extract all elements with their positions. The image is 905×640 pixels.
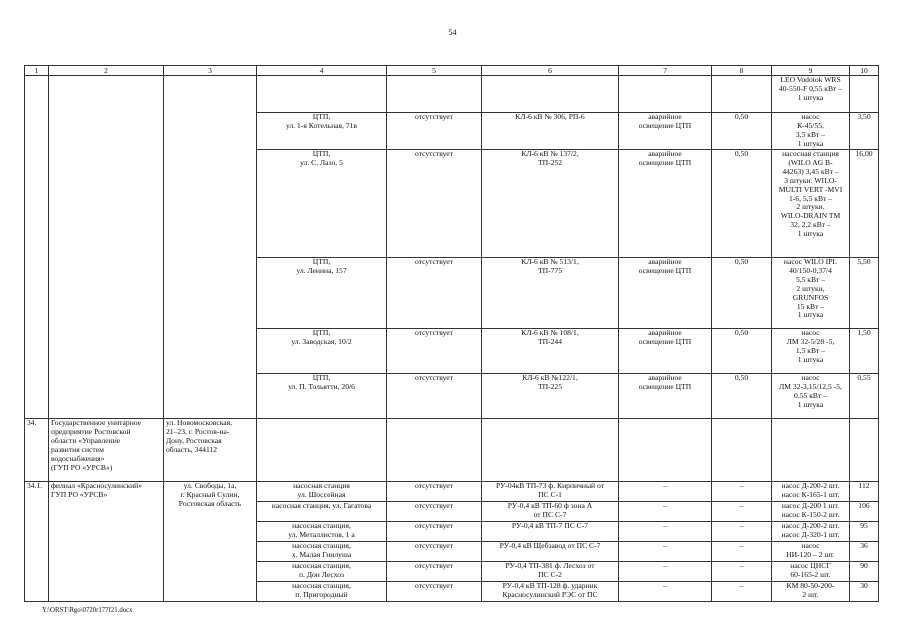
power-cell: – [712,542,772,562]
use-cell-line: освещение ЦТП [638,157,692,167]
total-cell: 112 [850,482,879,502]
line-cell-line: РУ-0,4 кВ ТП-60 ф зона А [507,501,593,510]
object-cell [257,113,387,150]
equipment-cell-line: 5,5 кВт – [795,274,826,284]
line-cell-line: ПС С-1 [538,489,562,499]
org-name-cell-line: предприятие Ростовской [51,426,131,436]
use-cell-line: освещение ЦТП [638,265,692,275]
total-cell: 95 [850,522,879,542]
use-cell: – [619,582,712,602]
equipment-cell-line: 3,5 кВт – [795,129,826,139]
object-cell [257,502,387,522]
line-cell [482,150,619,258]
equipment-cell-line: ЛМ 32-5/28 -5, [786,336,835,346]
equipment-cell-line: 1-6, 5,5 кВт – [788,193,833,203]
equipment-cell-line: 15 кВт – [796,301,825,311]
equipment-cell [772,150,850,258]
line-cell-line: КЛ-6 кВ № 513/1, [521,257,579,266]
mode-cell: отсутствует [387,522,482,542]
power-cell: – [712,522,772,542]
power-cell: – [712,482,772,502]
total-cell: 36 [850,542,879,562]
equipment-cell-line: 60-165-2 шт. [790,569,831,579]
line-cell-line: РУ-0,4 кВ Щебзавод от ПС С-7 [499,541,601,550]
power-cell: 0,50 [712,374,772,419]
equipment-cell [772,76,850,113]
power-cell: – [712,502,772,522]
power-cell: 0,50 [712,113,772,150]
line-cell-line: ПС С-2 [538,569,562,579]
column-header-9: 9 [772,66,850,76]
equipment-cell-line: НИ-120 – 2 шт. [786,549,835,559]
use-cell: – [619,502,712,522]
object-cell-line: насосная станция, [292,581,351,590]
equipment-cell [772,582,850,602]
column-header-6: 6 [482,66,619,76]
total-cell: 1,50 [850,329,879,374]
equipment-cell-line: 40/150-0,37/4 [789,265,832,275]
equipment-cell-line: GRUNFOS [792,292,829,302]
org-address-cell-line: 21–23, г. Ростов-на- [166,426,230,436]
equipment-cell-line: 44263) 3,45 кВт – [782,166,839,176]
object-cell [257,258,387,329]
line-cell [482,329,619,374]
org-row [25,419,879,482]
equipment-cell-line: 2 штуки, [796,283,825,293]
object-cell-line: ЦТП, [312,112,331,121]
object-cell-line: ЦТП, [312,373,331,382]
object-cell [257,329,387,374]
use-cell-line: аварийное [648,373,682,382]
line-cell-line: КЛ-6 кВ №122/1, [522,373,578,382]
use-cell [619,374,712,419]
org-number-cell: 34. [25,419,49,482]
num-cell [25,76,49,419]
power-cell: 0,50 [712,329,772,374]
object-cell [257,582,387,602]
mode-cell: отсутствует [387,329,482,374]
org-name-cell-line: водоснабжения» [51,453,105,463]
line-cell-line: ТП-225 [537,381,563,391]
column-header-3: 3 [164,66,257,76]
use-cell-line: освещение ЦТП [638,336,692,346]
object-cell [257,542,387,562]
total-cell: 90 [850,562,879,582]
power-cell: 0,50 [712,150,772,258]
equipment-cell-line: 0,55 кВт – [794,390,827,400]
empty-cell [850,419,879,482]
total-cell: 30 [850,582,879,602]
line-cell [482,76,619,113]
object-cell-line: насосная станция, [292,541,351,550]
equipment-cell-line: насос Д-320-1 шт. [781,529,840,539]
branch-address-cell [164,482,257,602]
column-header-10: 10 [850,66,879,76]
use-cell [619,76,712,113]
table-row [25,482,879,502]
equipment-cell-line: насос К-165-1 шт. [781,489,840,499]
equipment-cell-line: КМ 80-50-200- [786,581,835,590]
object-cell [257,522,387,542]
header-row [25,66,879,76]
object-cell-line: ул. Заводская, 10/2 [291,336,352,346]
use-cell: – [619,482,712,502]
equipment-cell-line: насос [801,112,820,121]
use-cell [619,150,712,258]
line-cell [482,113,619,150]
equipment-cell-line: 1 штука [797,138,824,148]
equipment-cell-line: LEO Vodotok WRS [780,75,841,84]
mode-cell [387,76,482,113]
equipment-cell-line: 32, 2,2 кВт – [790,220,831,230]
line-cell-line: КЛ-6 кВ № 108/1, [521,328,579,337]
equipment-cell-line: MULTI VERT -MVI [778,184,843,194]
use-cell [619,258,712,329]
mode-cell: отсутствует [387,482,482,502]
equipment-cell [772,329,850,374]
use-cell [619,329,712,374]
line-cell [482,374,619,419]
org-address-cell-line: область, 344112 [166,444,218,454]
org-address-cell [164,419,257,482]
equipment-cell-line: 1 штука [797,399,824,409]
org-name-cell-line: Государственное унитарное [51,418,142,427]
address-cell [164,76,257,419]
page-number: 54 [448,28,457,37]
column-header-8: 8 [712,66,772,76]
total-cell: 3,50 [850,113,879,150]
use-cell-line: аварийное [648,149,682,158]
line-cell-line: Красносулинский РЭС от ПС [502,589,598,599]
equipment-cell [772,113,850,150]
equipment-cell-line: 1,5 кВт – [795,345,826,355]
branch-address-cell-line: ул. Свободы, 1а, [183,481,237,490]
line-cell [482,502,619,522]
line-cell-line: РУ-04кВ ТП-73 ф. Кирпичный от [495,481,605,490]
total-cell: 106 [850,502,879,522]
equipment-cell-line: 2 шт. [802,589,819,599]
org-name-cell [49,419,164,482]
line-cell [482,542,619,562]
line-cell [482,522,619,542]
equipment-cell-line: насос ЦНСГ [790,561,831,570]
equipment-cell [772,482,850,502]
use-cell-line: аварийное [648,112,682,121]
equipment-cell-line: WILO-DRAIN TM [780,211,841,221]
equipment-cell-line: насос [801,373,820,382]
equipment-cell [772,562,850,582]
equipment-cell-line: насос К-150-2 шт. [781,509,840,519]
line-cell [482,258,619,329]
object-cell-line: п. Дон Лесхоз [298,569,345,579]
file-path-footer: Y:\ORST\Rgo\0720r177f21.docx [42,607,133,614]
object-cell-line: насосная станция, [292,521,351,530]
equipment-cell-line: 1 штука [797,310,824,320]
equipment-cell [772,258,850,329]
object-cell-line: ЦТП, [312,257,331,266]
power-cell [712,76,772,113]
use-cell: – [619,542,712,562]
object-cell-line: ул. Металлистов, 1 а [288,529,355,539]
equipment-cell-line: 3 штуки. WILO- [784,175,837,185]
object-cell-line: ул. С. Лазо, 5 [300,157,343,167]
branch-address-cell-line: Ростовская область [178,498,242,508]
line-cell-line: КЛ-6 кВ № 306, РП-6 [515,112,585,121]
total-cell: 0,55 [850,374,879,419]
object-cell-line: ул. П. Тольятти, 20/6 [288,381,355,391]
use-cell-line: аварийное [648,328,682,337]
equipment-cell-line: насос Д-200-2 шт. [781,481,840,490]
mode-cell: отсутствует [387,582,482,602]
line-cell [482,482,619,502]
power-cell: – [712,582,772,602]
org-cell [49,76,164,419]
column-header-1: 1 [25,66,49,76]
org-name-cell-line: (ГУП РО «УРСВ») [51,462,113,472]
branch-number-cell: 34.1. [25,482,49,602]
total-cell: 5,50 [850,258,879,329]
line-cell-line: ТП-775 [537,265,563,275]
line-cell-line: ТП-244 [537,336,563,346]
org-name-cell-line: области «Управление [51,435,121,445]
mode-cell: отсутствует [387,542,482,562]
line-cell-line: от ПС С-7 [533,509,567,519]
object-cell-line: п. Пригородный [295,589,348,599]
empty-cell [712,419,772,482]
column-header-2: 2 [49,66,164,76]
object-cell-line: ул. Шоссейная [297,489,346,499]
object-cell-line: ул. Ленина, 157 [296,265,347,275]
empty-cell [482,419,619,482]
mode-cell: отсутствует [387,150,482,258]
use-cell: – [619,562,712,582]
org-name-cell-line: развития систем [51,444,104,454]
line-cell-line: ТП-252 [537,157,563,167]
line-cell-line: КЛ-6 кВ № 137/2, [521,149,579,158]
object-cell-line: ЦТП, [312,149,331,158]
org-address-cell-line: Дону, Ростовская [166,435,222,445]
equipment-cell [772,374,850,419]
object-cell [257,76,387,113]
branch-address-cell-line: г. Красный Сулин, [180,489,240,499]
line-cell-line: РУ-0,4 кВ ТП-7 ПС С-7 [511,521,589,530]
column-header-4: 4 [257,66,387,76]
mode-cell: отсутствует [387,113,482,150]
object-cell [257,374,387,419]
data-table [24,65,879,602]
object-cell [257,562,387,582]
use-cell [619,113,712,150]
object-cell-line: насосная станция [293,481,350,490]
line-cell-line: РУ-0,4 кВ ТП-128 ф. ударник [502,581,598,590]
column-header-7: 7 [619,66,712,76]
equipment-cell-line: насос Д-200 1 шт. [781,501,840,510]
mode-cell: отсутствует [387,374,482,419]
empty-cell [257,419,387,482]
equipment-cell-line: 1 штука [797,92,824,102]
object-cell [257,150,387,258]
use-cell-line: освещение ЦТП [638,381,692,391]
power-cell: 0,50 [712,258,772,329]
object-cell-line: насосная станция, ул. Гагатова [271,501,372,510]
mode-cell: отсутствует [387,562,482,582]
line-cell-line: РУ-0,4 ТП-381 ф. Лесхоз от [505,561,595,570]
object-cell-line: насосная станция, [292,561,351,570]
branch-name-cell [49,482,164,602]
empty-cell [387,419,482,482]
equipment-cell-line: 1 штука [797,354,824,364]
use-cell-line: аварийное [648,257,682,266]
equipment-cell-line: насос WILO IPL [783,257,838,266]
line-cell [482,562,619,582]
branch-name-cell-line: ГУП РО «УРСВ» [51,489,108,499]
equipment-cell-line: насос [801,328,820,337]
equipment-cell [772,502,850,522]
mode-cell: отсутствует [387,502,482,522]
total-cell: 16,00 [850,150,879,258]
object-cell-line: ул. 1-я Котельная, 71в [286,120,357,130]
equipment-cell [772,542,850,562]
equipment-cell-line: ЛМ 32-3,15/12,5 -5, [779,381,842,391]
line-cell [482,582,619,602]
power-cell: – [712,562,772,582]
empty-cell [772,419,850,482]
equipment-cell-line: насосная станция [782,149,839,158]
equipment-cell-line: 1 штука [797,229,824,239]
org-address-cell-line: ул. Новомосковская, [166,418,233,427]
equipment-cell [772,522,850,542]
object-cell [257,482,387,502]
use-cell-line: освещение ЦТП [638,120,692,130]
column-header-5: 5 [387,66,482,76]
total-cell [850,76,879,113]
equipment-cell-line: К-45/55, [797,120,824,130]
object-cell-line: ЦТП, [312,328,331,337]
table-row [25,76,879,113]
use-cell: – [619,522,712,542]
equipment-cell-line: 40-550-F 0,55 кВт – [778,83,843,93]
equipment-cell-line: насос Д-200-2 шт. [781,521,840,530]
equipment-cell-line: (WILO AG B- [788,157,833,167]
object-cell-line: х. Малая Гнилуша [291,549,352,559]
empty-cell [619,419,712,482]
branch-name-cell-line: филиал «Красносулинский» [51,481,143,490]
equipment-cell-line: 2 штуки. [796,202,825,212]
equipment-cell-line: насос [801,541,820,550]
mode-cell: отсутствует [387,258,482,329]
